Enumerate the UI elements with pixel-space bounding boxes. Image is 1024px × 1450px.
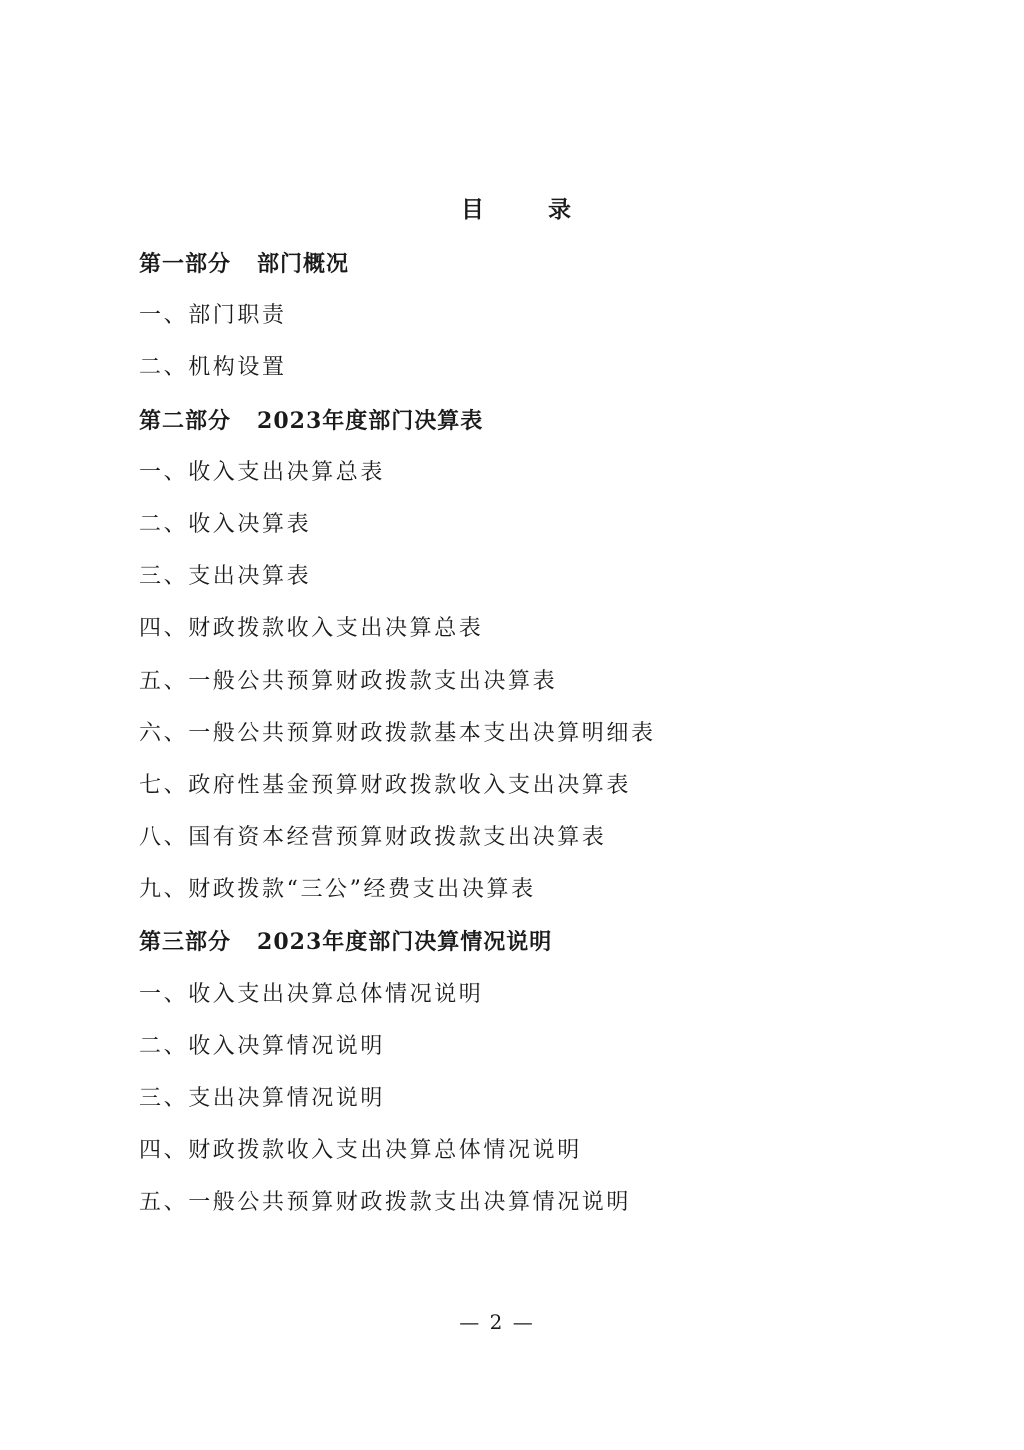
section-label: 第三部分: [139, 929, 232, 956]
toc-item: 三、支出决算表: [139, 564, 312, 590]
toc-item: 二、机构设置: [139, 355, 287, 381]
toc-item: 四、财政拨款收入支出决算总体情况说明: [139, 1138, 582, 1164]
page-title: 目 录: [460, 196, 599, 223]
toc-item: 一、收入支出决算总体情况说明: [139, 981, 484, 1007]
toc-item: 五、一般公共预算财政拨款支出决算表: [139, 668, 558, 694]
toc-item: 二、收入决算情况说明: [139, 1033, 386, 1059]
page-number: — 2 —: [459, 1310, 535, 1334]
toc-item: 二、收入决算表: [139, 511, 312, 537]
section-title: 2023年度部门决算情况说明: [257, 929, 553, 956]
toc-item: 八、国有资本经营预算财政拨款支出决算表: [139, 825, 607, 851]
toc-section-1: [139, 244, 656, 296]
toc-item: 九、财政拨款“三公”经费支出决算表: [139, 877, 536, 903]
toc-item: 六、一般公共预算财政拨款基本支出决算明细表: [139, 720, 656, 746]
table-of-contents: [139, 244, 656, 1236]
toc-item: 四、财政拨款收入支出决算总表: [139, 616, 484, 642]
toc-item: 一、收入支出决算总表: [139, 459, 386, 485]
toc-section-3: [139, 922, 656, 974]
section-title: 部门概况: [257, 251, 350, 277]
toc-item: 一、部门职责: [139, 303, 287, 329]
section-label: 第二部分: [139, 407, 232, 434]
toc-item: 七、政府性基金预算财政拨款收入支出决算表: [139, 772, 632, 798]
toc-section-2: [139, 401, 656, 453]
toc-item: 三、支出决算情况说明: [139, 1086, 386, 1111]
section-title: 2023年度部门决算表: [257, 407, 484, 434]
toc-item: 五、一般公共预算财政拨款支出决算情况说明: [139, 1190, 632, 1216]
section-label: 第一部分: [139, 251, 232, 277]
